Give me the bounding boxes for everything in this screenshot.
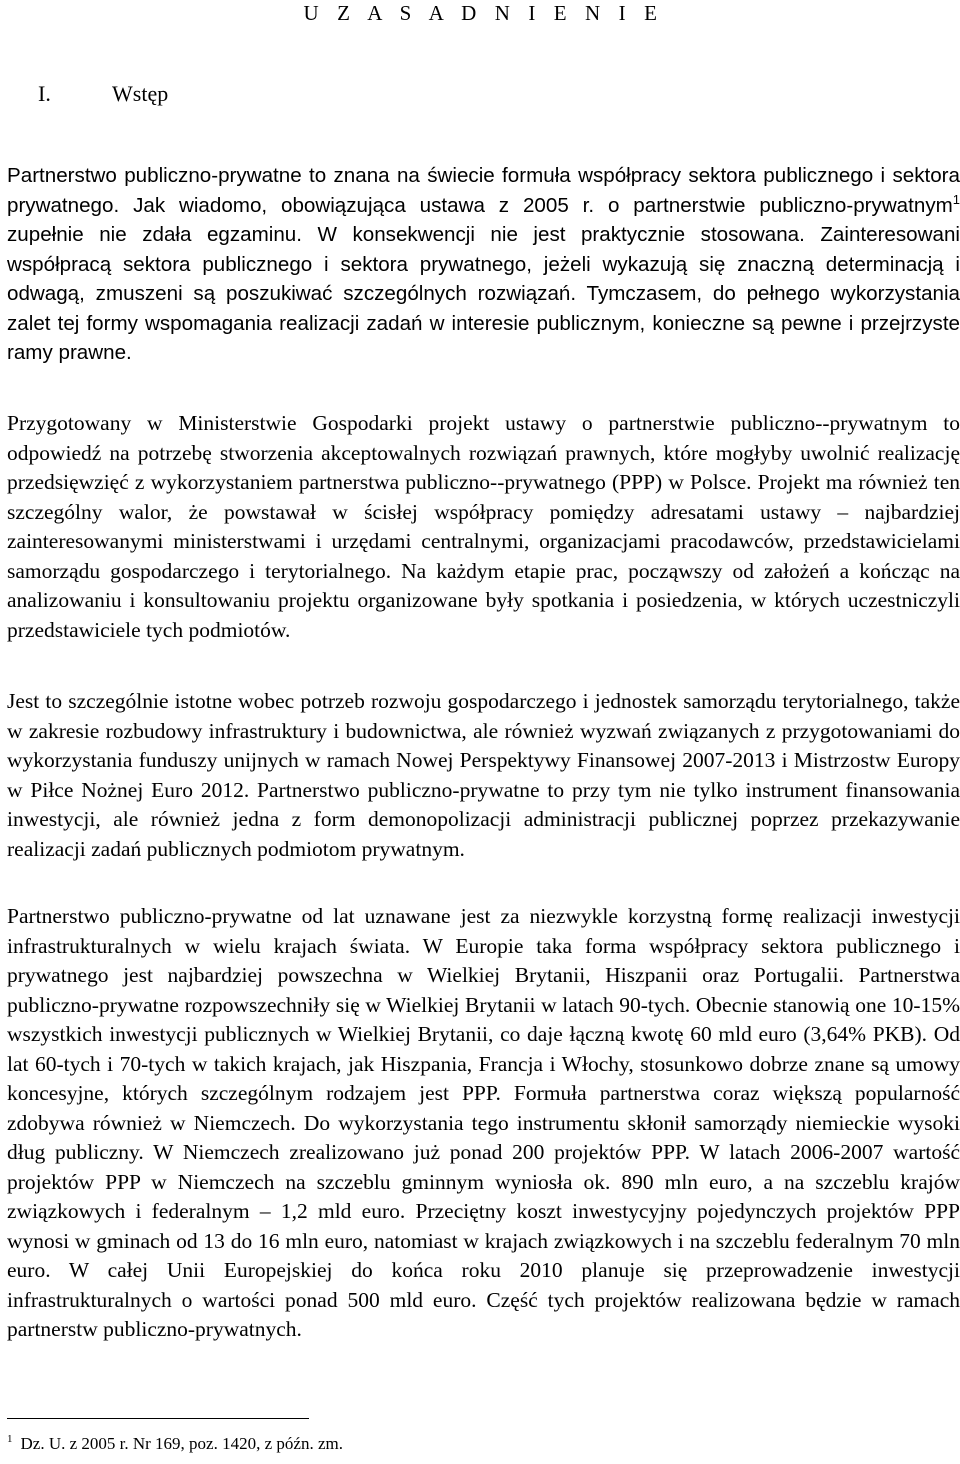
footnote: [7, 1432, 343, 1456]
document-title: U Z A S A D N I E N I E: [303, 1, 664, 25]
footnote-reference: 1: [952, 191, 960, 207]
paragraph-significance: Jest to szczególnie istotne wobec potrzeb rozwoju gospodarczego i jednostek samorządu terytorialnego, także w zakresie rozbudowy infrastruktury i budownictwa, ale również wyzwań związanych z przygotowaniami do wykorzystania funduszy unijnych w ramach Nowej Perspektywy Finansowej 2007-2013 i Mistrzostw Europy w Piłce Nożnej Euro 2012. Partnerstwo publiczno-prywatne to przy tym nie tylko instrument finansowania inwestycji, ale również jedna z form demonopolizacji administracji publicznej poprzez przekazywanie realizacji zadań publicznych podmiotom prywatnym.: [7, 689, 960, 861]
paragraph-international-experience: Partnerstwo publiczno-prywatne od lat uznawane jest za niezwykle korzystną formę realizacji inwestycji infrastrukturalnych w wielu krajach świata. W Europie taka forma współpracy sektora publicznego i prywatnego jest najbardziej powszechna w Wielkiej Brytanii, Hiszpanii oraz Portugalii. Partnerstwa publiczno-prywatne rozpowszechniły się w Wielkiej Brytanii w latach 90-tych. Obecnie stanowią one 10-15% wszystkich inwestycji publicznych w Wielkiej Brytanii, co daje łączną kwotę 60 mld euro (3,64% PKB). Od lat 60-tych i 70-tych w takich krajach, jak Hiszpania, Francja i Włochy, stosunkowo dobrze znane są umowy koncesyjne, których szczególnym rodzajem jest PPP. Formuła partnerstwa coraz większą popularność zdobywa również w Niemczech. Do wykorzystania tego instrumentu skłonił samorządy niemieckie wysoki dług publiczny. W Niemczech zrealizowano już ponad 200 projektów PPP. W latach 2006-2007 wartość projektów PPP w Niemczech na szczeblu gminnym wyniosła ok. 890 mln euro, a na szczeblu krajów związkowych i federalnym – 1,2 mld euro. Przeciętny koszt inwestycyjny pojedynczych projektów PPP wynosi w gminach od 13 do 16 mln euro, natomiast w krajach związkowych i na szczeblu federalnym 70 mln euro. W całej Unii Europejskiej do końca roku 2010 planuje się przeprowadzenie inwestycji infrastrukturalnych o wartości ponad 500 mld euro. Część tych projektów realizowana będzie w ramach partnerstw publiczno-prywatnych.: [7, 904, 960, 1341]
footnote-text: Dz. U. z 2005 r. Nr 169, poz. 1420, z późn. zm.: [20, 1434, 343, 1453]
footnote-separator: [7, 1418, 309, 1419]
paragraph-introduction: [7, 161, 960, 368]
paragraph-text: Partnerstwo publiczno-prywatne to znana na świecie formuła współpracy sektora publicznego i sektora prywatnego. Jak wiadomo, obowiązująca ustawa z 2005 r. o partnerstwie publiczno-prywatnym: [7, 164, 960, 217]
document-page: [7, 0, 960, 1453]
paragraph-text: zupełnie nie zdała egzaminu. W konsekwencji nie jest praktycznie stosowana. Zainteresowani współpracą sektora publicznego i sektora prywatnego, jeżeli wykazują się znaczną determinacją i odwagą, zmuszeni są poszukiwać szczególnych rozwiązań. Tymczasem, do pełnego wykorzystania zalet tej formy wspomagania realizacji zadań w interesie publicznym, konieczne są pewne i przejrzyste ramy prawne.: [7, 223, 960, 364]
footnote-number: 1: [7, 1433, 13, 1446]
section-title: Wstęp: [112, 81, 169, 106]
paragraph-project-description: Przygotowany w Ministerstwie Gospodarki projekt ustawy o partnerstwie publiczno--prywatnym to odpowiedź na potrzebę stworzenia akceptowalnych rozwiązań prawnych, które mogłyby uwolnić realizację przedsięwzięć z wykorzystaniem partnerstwa publiczno--prywatnego (PPP) w Polsce. Projekt ma również ten szczególny walor, że powstawał w ścisłej współpracy pomiędzy adresatami ustawy – najbardziej zainteresowanymi ministerstwami i urzędami centralnymi, organizacjami pracodawców, przedstawicielami samorządu gospodarczego i terytorialnego. Na każdym etapie prac, począwszy od założeń a kończąc na analizowaniu i konsultowaniu projektu organizowane były spotkania i posiedzenia, w których uczestniczyli przedstawiciele tych podmiotów.: [7, 411, 960, 642]
section-number: I.: [38, 81, 51, 106]
section-heading: [38, 80, 168, 108]
